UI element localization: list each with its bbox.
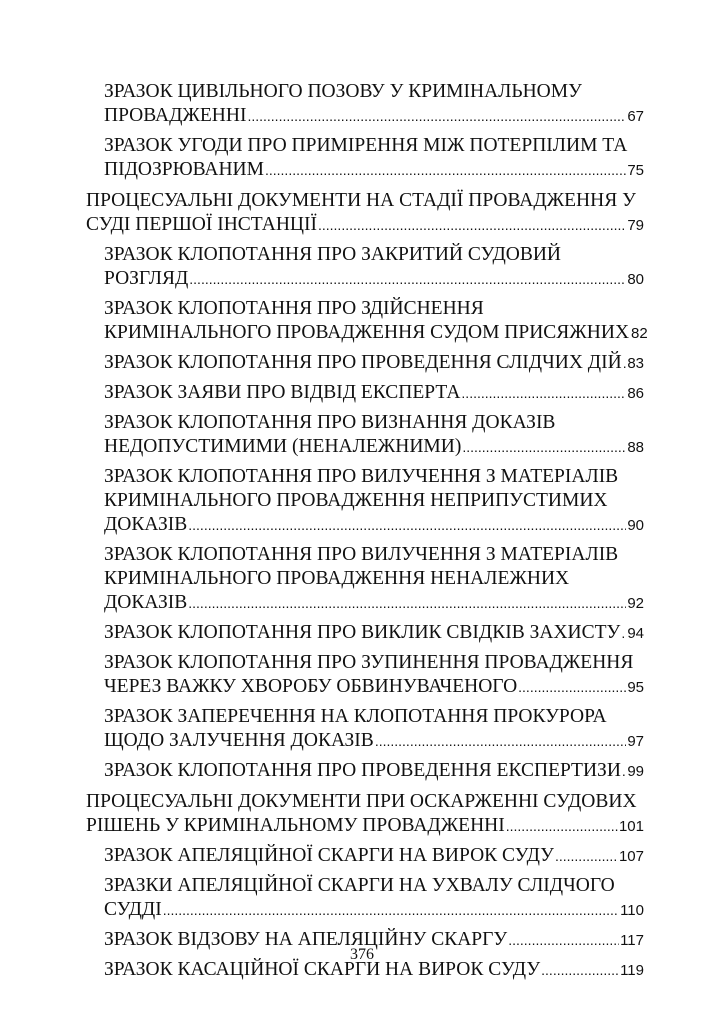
toc-entry-title-line: ЗРАЗОК КЛОПОТАННЯ ПРО ЗДІЙСНЕННЯ: [104, 298, 484, 319]
toc-entry-title-line: СУДДІ: [104, 899, 162, 920]
toc-entry-title-line: РОЗГЛЯД: [104, 268, 189, 289]
toc-entry-title-line: ДОКАЗІВ: [104, 592, 188, 613]
toc-page-number: 79: [627, 217, 644, 234]
toc-entry-title-line: ЗРАЗОК КЛОПОТАННЯ ПРО ПРОВЕДЕННЯ ЕКСПЕРТИЗИ: [104, 760, 621, 781]
toc-entry-title-line: ЗРАЗОК КЛОПОТАННЯ ПРО ЗАКРИТИЙ СУДОВИЙ: [104, 244, 561, 265]
toc-page-number: 117: [620, 932, 644, 949]
toc-entry[interactable]: [86, 705, 644, 754]
toc-entry-title-line: ПІДОЗРЮВАНИМ: [104, 159, 264, 180]
dot-leader: [518, 675, 626, 699]
toc-entry-title-line: ЗРАЗКИ АПЕЛЯЦІЙНОЇ СКАРГИ НА УХВАЛУ СЛІДЧОГО: [104, 875, 615, 896]
dot-leader: [462, 435, 626, 459]
toc-entry-title-line: РІШЕНЬ У КРИМІНАЛЬНОМУ ПРОВАДЖЕННІ: [86, 815, 505, 836]
toc-entry-title-line: ДОКАЗІВ: [104, 514, 188, 535]
dot-leader: [189, 267, 626, 291]
toc-entry-title-line: ЗРАЗОК ВІДЗОВУ НА АПЕЛЯЦІЙНУ СКАРГУ: [104, 929, 508, 950]
toc-entry[interactable]: [86, 80, 644, 129]
toc-page-number: 83: [627, 355, 644, 372]
toc-page-number: 82: [631, 325, 648, 342]
toc-entry-title-line: ЗРАЗОК КАСАЦІЙНОЇ СКАРГИ НА ВИРОК СУДУ: [104, 959, 541, 980]
toc-entry-title-line: ЗРАЗОК КЛОПОТАННЯ ПРО ВИЛУЧЕННЯ З МАТЕРІАЛІВ: [104, 544, 619, 565]
toc-entry-title-line: ЧЕРЕЗ ВАЖКУ ХВОРОБУ ОБВИНУВАЧЕНОГО: [104, 676, 518, 697]
toc-entry-title-line: КРИМІНАЛЬНОГО ПРОВАДЖЕННЯ НЕНАЛЕЖНИХ: [104, 568, 570, 589]
toc-entry-title-line: ЗРАЗОК ЦИВІЛЬНОГО ПОЗОВУ У КРИМІНАЛЬНОМУ: [104, 81, 582, 102]
toc-page-number: 97: [627, 733, 644, 750]
toc-entry-title-line: ЗРАЗОК КЛОПОТАННЯ ПРО ПРОВЕДЕННЯ СЛІДЧИХ ДІЙ: [104, 352, 622, 373]
toc-page-number: 75: [627, 162, 644, 179]
toc-section-entry[interactable]: [86, 189, 644, 238]
toc-page-number: 80: [627, 271, 644, 288]
toc-entry[interactable]: [86, 381, 644, 406]
dot-leader: [623, 351, 627, 375]
toc-entry[interactable]: [86, 651, 644, 700]
toc-entry-title-line: ПРОВАДЖЕННІ: [104, 105, 247, 126]
toc-entry-title-line: ПРОЦЕСУАЛЬНІ ДОКУМЕНТИ НА СТАДІЇ ПРОВАДЖЕННЯ У: [86, 190, 636, 211]
dot-leader: [555, 844, 618, 868]
toc-entry-title-line: ЗРАЗОК КЛОПОТАННЯ ПРО ВИКЛИК СВІДКІВ ЗАХИСТУ: [104, 622, 621, 643]
toc-entry[interactable]: [86, 134, 644, 183]
toc-page-number: 90: [627, 517, 644, 534]
toc-entry-title-line: КРИМІНАЛЬНОГО ПРОВАДЖЕННЯ НЕПРИПУСТИМИХ: [104, 490, 608, 511]
toc-entry[interactable]: [86, 243, 644, 292]
toc-entry[interactable]: [86, 351, 644, 376]
toc-entry[interactable]: [86, 759, 644, 784]
toc-page-number: 86: [627, 385, 644, 402]
toc-entry-title-line: НЕДОПУСТИМИМИ (НЕНАЛЕЖНИМИ): [104, 436, 462, 457]
dot-leader: [622, 759, 626, 783]
dot-leader: [247, 104, 626, 128]
toc-page-number: 110: [620, 902, 644, 919]
page-number: 376: [350, 946, 374, 963]
toc-page-number: 92: [627, 595, 644, 612]
toc-page-number: 119: [620, 962, 644, 979]
toc-entry[interactable]: [86, 411, 644, 460]
dot-leader: [506, 814, 618, 838]
toc-entry-title-line: ЗРАЗОК АПЕЛЯЦІЙНОЇ СКАРГИ НА ВИРОК СУДУ: [104, 845, 554, 866]
toc-entry-title-line: ЩОДО ЗАЛУЧЕННЯ ДОКАЗІВ: [104, 730, 374, 751]
toc-page-number: 107: [618, 848, 644, 865]
toc-entry-title-line: КРИМІНАЛЬНОГО ПРОВАДЖЕННЯ СУДОМ ПРИСЯЖНИХ: [104, 322, 630, 343]
toc-page-number: 95: [627, 679, 644, 696]
toc-entry-title-line: ЗРАЗОК КЛОПОТАННЯ ПРО ВИЛУЧЕННЯ З МАТЕРІАЛІВ: [104, 466, 619, 487]
toc-page-number: 94: [627, 625, 644, 642]
dot-leader: [188, 513, 626, 537]
toc-entry[interactable]: [86, 874, 644, 923]
toc-entry[interactable]: [86, 465, 644, 538]
toc-entry[interactable]: [86, 844, 644, 869]
table-of-contents: [86, 80, 648, 988]
toc-entry-title-line: ЗРАЗОК ЗАПЕРЕЧЕННЯ НА КЛОПОТАННЯ ПРОКУРОРА: [104, 706, 607, 727]
toc-entry[interactable]: [86, 543, 644, 616]
toc-page-number: 88: [627, 439, 644, 456]
dot-leader: [188, 591, 626, 615]
dot-leader: [265, 158, 626, 182]
toc-entry-title-line: ЗРАЗОК КЛОПОТАННЯ ПРО ВИЗНАННЯ ДОКАЗІВ: [104, 412, 556, 433]
toc-entry-title-line: ПРОЦЕСУАЛЬНІ ДОКУМЕНТИ ПРИ ОСКАРЖЕННІ СУДОВИХ: [86, 791, 637, 812]
toc-page-number: 67: [627, 108, 644, 125]
dot-leader: [621, 621, 626, 645]
dot-leader: [318, 213, 626, 237]
dot-leader: [163, 898, 619, 922]
toc-entry[interactable]: [86, 621, 644, 646]
dot-leader: [375, 729, 627, 753]
toc-entry-title-line: СУДІ ПЕРШОЇ ІНСТАНЦІЇ: [86, 214, 317, 235]
dot-leader: [461, 381, 626, 405]
toc-page-number: 101: [618, 818, 644, 835]
toc-entry-title-line: ЗРАЗОК КЛОПОТАННЯ ПРО ЗУПИНЕННЯ ПРОВАДЖЕННЯ: [104, 652, 634, 673]
toc-entry[interactable]: [86, 297, 648, 346]
toc-page-number: 99: [627, 763, 644, 780]
toc-entry-title-line: ЗРАЗОК ЗАЯВИ ПРО ВІДВІД ЕКСПЕРТА: [104, 382, 461, 403]
toc-entry-title-line: ЗРАЗОК УГОДИ ПРО ПРИМІРЕННЯ МІЖ ПОТЕРПІЛИМ ТА: [104, 135, 628, 156]
toc-section-entry[interactable]: [86, 790, 644, 839]
